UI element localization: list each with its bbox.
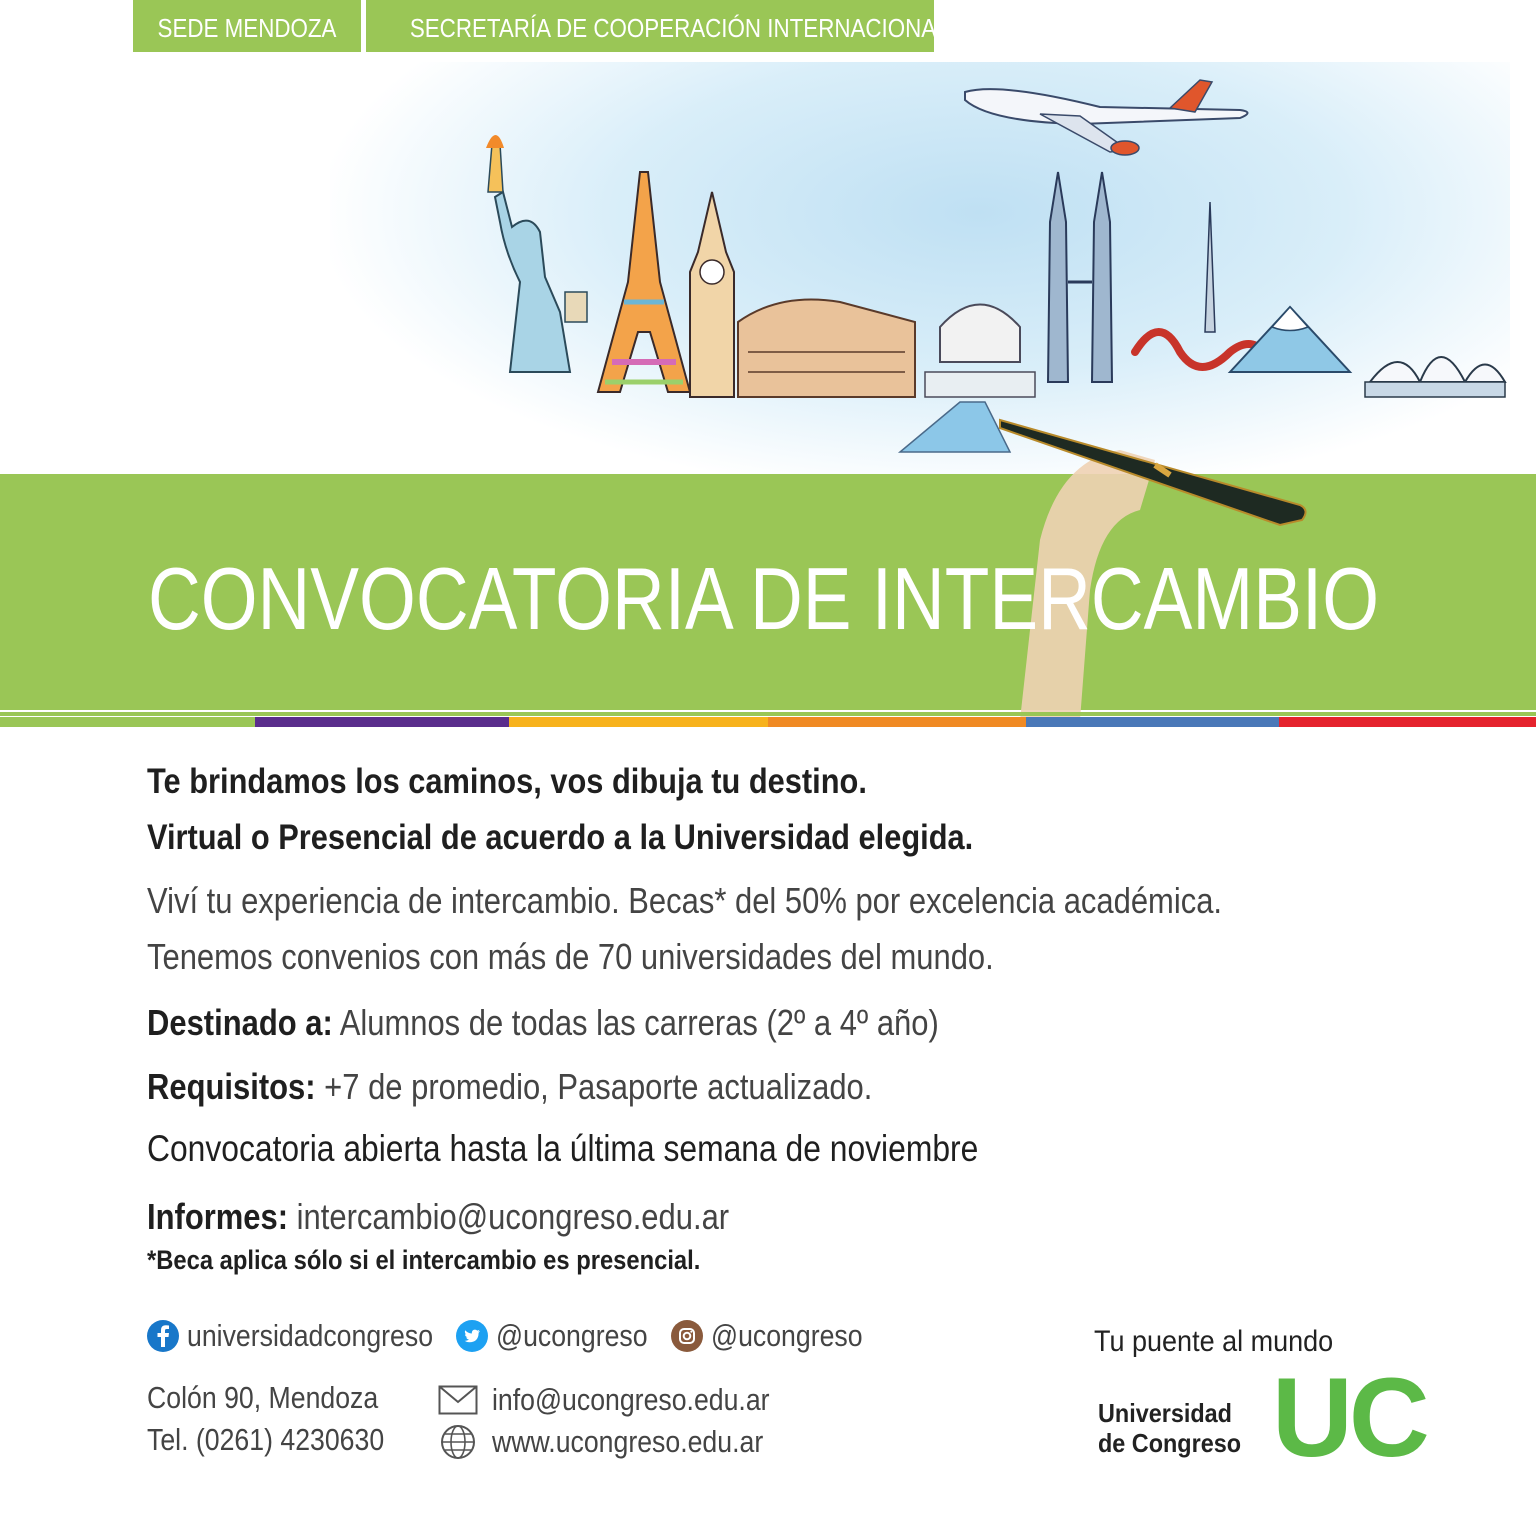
headline-1: Te brindamos los caminos, vos dibuja tu destino.	[147, 762, 867, 801]
footnote: *Beca aplica sólo si el intercambio es presencial.	[147, 1245, 701, 1275]
instagram-link[interactable]	[671, 1318, 887, 1354]
twitter-link[interactable]	[456, 1318, 672, 1354]
stripe-red	[1279, 717, 1536, 727]
divider-line	[0, 712, 1536, 716]
twitter-handle: @ucongreso	[496, 1318, 648, 1353]
color-stripes	[0, 717, 1536, 727]
destinado-row	[147, 1002, 939, 1044]
email-address: info@ucongreso.edu.ar	[492, 1382, 770, 1417]
university-name-line2: de Congreso	[1098, 1428, 1242, 1458]
envelope-icon	[438, 1385, 478, 1415]
mount-fuji-icon	[1230, 307, 1350, 372]
university-name	[1098, 1398, 1241, 1458]
phone: Tel. (0261) 4230630	[147, 1422, 385, 1457]
uc-logo: UC	[1272, 1355, 1426, 1480]
colosseum-icon	[738, 300, 915, 398]
requisitos-value: +7 de promedio, Pasaporte actualizado.	[315, 1066, 873, 1107]
eiffel-tower-icon	[598, 172, 690, 392]
informes-row	[147, 1196, 729, 1238]
globe-icon	[438, 1424, 478, 1460]
airplane-icon	[965, 80, 1248, 155]
informes-label: Informes:	[147, 1196, 289, 1237]
body-scholarship: Viví tu experiencia de intercambio. Becas* del 50% por excelencia académica.	[147, 880, 1223, 921]
slogan: Tu puente al mundo	[1094, 1325, 1334, 1358]
email-link[interactable]	[438, 1382, 815, 1418]
address: Colón 90, Mendoza	[147, 1380, 379, 1415]
website-link[interactable]	[438, 1424, 807, 1460]
stripe-green	[0, 717, 255, 727]
destinado-value: Alumnos de todas las carreras (2º a 4º año)	[332, 1002, 939, 1043]
destinado-label: Destinado a:	[147, 1002, 333, 1043]
page-title: CONVOCATORIA DE INTERCAMBIO	[148, 549, 1380, 648]
big-ben-icon	[690, 192, 734, 397]
facebook-link[interactable]	[147, 1318, 473, 1354]
facebook-icon	[147, 1320, 179, 1352]
university-name-line1: Universidad	[1098, 1398, 1232, 1428]
requisitos-label: Requisitos:	[147, 1066, 316, 1107]
stripe-yellow	[509, 717, 768, 727]
requisitos-row	[147, 1066, 872, 1108]
website-url: www.ucongreso.edu.ar	[492, 1424, 764, 1459]
stripe-purple	[255, 717, 509, 727]
body-agreements: Tenemos convenios con más de 70 universidades del mundo.	[147, 936, 994, 977]
instagram-handle: @ucongreso	[711, 1318, 863, 1353]
stripe-blue	[1026, 717, 1279, 727]
tag-secretaria: SECRETARÍA DE COOPERACIÓN INTERNACIONAL	[366, 0, 934, 52]
facebook-handle: universidadcongreso	[187, 1318, 434, 1353]
sydney-opera-house-icon	[1365, 357, 1505, 397]
statue-of-liberty-icon	[486, 135, 587, 372]
stripe-orange	[768, 717, 1026, 727]
deadline-text: Convocatoria abierta hasta la última semana de noviembre	[147, 1128, 979, 1169]
tag-sede: SEDE MENDOZA	[133, 0, 361, 52]
instagram-icon	[671, 1320, 703, 1352]
headline-2: Virtual o Presencial de acuerdo a la Universidad elegida.	[147, 818, 974, 857]
informes-email[interactable]: intercambio@ucongreso.edu.ar	[288, 1196, 730, 1237]
twitter-icon	[456, 1320, 488, 1352]
